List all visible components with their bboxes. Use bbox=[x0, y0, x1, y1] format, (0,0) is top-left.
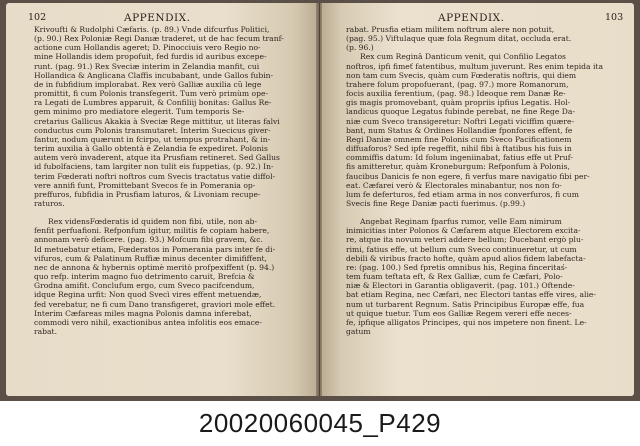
text-line: (p. 90.) Rex Poloniæ Regi Danıæ traderet, ut de hac fecum tranf- bbox=[34, 34, 284, 44]
text-line: fenfit perfuafioni. Refponfum igitur, militis fe copiam habere, bbox=[34, 226, 270, 236]
text-line: focis auxilia ferentium, (pag. 98.) Ideoque rem Danæ Re- bbox=[346, 89, 566, 99]
paragraph-gap bbox=[346, 208, 608, 217]
text-line: rabat. bbox=[34, 327, 58, 336]
text-line: bant, num Status & Ordines Hollandiæ fponfores effent, fe bbox=[346, 125, 573, 135]
text-line: ra Legati de Lumbres apparuit, & Confiliij bonitas: Gallus Re- bbox=[34, 98, 272, 108]
text-line: annonam verò deficere. (pag. 93.) Mofcum fibi gravem, &c. bbox=[34, 235, 263, 245]
text-line: inimicitias inter Polonos & Cæfarem atque Electorem excita- bbox=[346, 226, 581, 236]
text-line: preffuros, fubfidia in Prusfiam laturos, & Livoniam recupe- bbox=[34, 189, 261, 199]
text-line: Regi Daniæ omnem fine Polonis cum Sveco Pacificationem bbox=[346, 134, 572, 144]
text-line: Rex cum Reginâ Danticum venit, qui Confilio Legatos bbox=[360, 52, 566, 62]
text-line: ut quique tuetur. Tum eos Galliæ Regem vereri effe neces- bbox=[346, 308, 572, 318]
text-line: eat. Cæfarei verò & Electorales minabantur, nos non fo- bbox=[346, 180, 562, 190]
text-line: re, atque ita novum veteri addere bellum; Ducebant ergò plu- bbox=[346, 235, 584, 245]
text-line: niæ & Electori in Garantia obligaverit. (pag. 101.) Oftende- bbox=[346, 281, 575, 291]
text-line: (p. 96.) bbox=[346, 43, 374, 53]
text-line: niæ cum Sveco transigeretur: Noftri Legati viciffim quære- bbox=[346, 116, 575, 126]
right-page-number: 103 bbox=[605, 12, 624, 23]
text-line: terim auxilia à Gallo obtentà è Zelandia fe expediret. Polonis bbox=[34, 144, 268, 154]
text-line: gatum bbox=[346, 327, 371, 336]
paragraph-gap bbox=[34, 208, 296, 217]
text-line: Angebat Reginam fparfus rumor, velle Eam nimirum bbox=[360, 217, 562, 227]
text-line: nec de annona & hybernis optimè meritò profpexiffent (p. 94.) bbox=[34, 262, 275, 272]
text-line: idque Regina urfit: Non quod Svecì vires effent metuendæ, bbox=[34, 290, 262, 300]
text-line: de in fubfidium implorabat. Rex verò Galliæ auxilia cũ lege bbox=[34, 79, 262, 89]
text-line: re: (pag. 100.) Sed fpretis omnibus his, Regina finceritaś- bbox=[346, 262, 568, 272]
text-line: runt. (pag. 91.) Rex Sveciæ interim in Zelandia manfit, cui bbox=[34, 61, 260, 71]
text-line: vifuros, cum & Palatinum Ruffiæ minus decenter dimififfent, bbox=[34, 253, 267, 263]
text-line: id fubolfaciens, tam largiter non tulit eis fuppetias, (p. 92.) In- bbox=[34, 162, 274, 172]
text-line: Id metuebatur etiam, Fœderatos in Pomerania pars inter fe di- bbox=[34, 244, 276, 254]
text-line: Krivoufti & Rudolphi Cæfaris. (p. 89.) Vnde difcurfus Politici, bbox=[34, 25, 270, 34]
text-line: promittit, fi cum Polonis transfegerit. Tum verò primùm ope- bbox=[34, 89, 269, 99]
text-line: Hollandica & Anglicana Claffis incubabant, unde Gallos fubin- bbox=[34, 70, 274, 80]
text-line: fis amitteretur, quàm Kroneburgum: Refponfum à Polonis, bbox=[346, 162, 570, 172]
left-page-number: 102 bbox=[28, 12, 47, 23]
text-line: fantur, nodum quærunt in fcirpo, ut tempus protrahant, & in- bbox=[34, 134, 271, 144]
text-line: faucibus Danicis fe non egere, fi verfus mare navigatio fibi per- bbox=[346, 171, 590, 181]
text-line: raturos. bbox=[34, 198, 65, 208]
text-line: diffuaforos? Sed ipfe regeffit, nihil fibi à ftatibus his fuis in bbox=[346, 144, 572, 154]
text-line: commiffis datum: Id folum ingeniinabat, fatius effe ut Pruf- bbox=[346, 153, 573, 163]
text-line: gem minimo pro mediatore elegerit. Tum temporis Se- bbox=[34, 107, 245, 117]
text-line: Svecis fine Rege Daniæ pacti fuerimus. (p.99.) bbox=[346, 198, 526, 208]
text-line: gis magis promovebant, quàm propriis ipfius Legatis. Hol- bbox=[346, 98, 571, 108]
text-line: fed verebatur, ne fi cum Dano transfigeret, graviori mole effet. bbox=[34, 299, 276, 309]
text-line: bat etiam Regina, nec Cæfari, nec Electori tantas effe vires, alie- bbox=[346, 290, 596, 300]
text-line: Interim Cæfareas miles magna Polonis damna inferebat, bbox=[34, 308, 252, 318]
text-line: actione cum Hollandis ageret; D. Pinocciuis vero Regio no- bbox=[34, 43, 261, 53]
text-line: vere annifi funt, Promittebant Svecos fe in Pomerania op- bbox=[34, 180, 256, 190]
text-line: landicus quoque Legatus fubinde perebat, ne fine Rege Da- bbox=[346, 107, 575, 117]
text-line: commodi vero nihil, exactionibus antea infolitis eos emace- bbox=[34, 317, 262, 327]
text-line: terim Fœderati noftri noftros cum Svecis tractatus vatie diffol- bbox=[34, 171, 276, 181]
text-line: non tam cum Svecis, quàm cum Fœderatis noftris, qui diem bbox=[346, 70, 577, 80]
text-line: Rex vidensFœderatis id quidem non fibi, utile, non ab- bbox=[48, 217, 258, 227]
text-line: rabat. Prusfia etiam militem noftrum alere non potuit, bbox=[346, 25, 555, 34]
text-line: mine Hollandis idem propofuit, fed furdis id auribus excepe- bbox=[34, 52, 267, 62]
text-line: quo refp. interim magno fuo detrimento caruit, Brefcia & bbox=[34, 272, 255, 282]
image-caption: 20020060045_P429 bbox=[0, 401, 640, 446]
text-line: tem fuam teftata eft, & Rex Galliæ, cum fe Cæfari, Polo- bbox=[346, 272, 563, 282]
text-line: cretarius Gallicus Akakia à Sveciæ Rege mittitur, ut literas falvi bbox=[34, 116, 280, 126]
left-page-text bbox=[34, 25, 296, 336]
book-gutter bbox=[316, 3, 322, 396]
text-line: conductus cum Polonis transmutaret. Interim Suecicus giver- bbox=[34, 125, 271, 135]
text-line: autem verò invaderent, atque ita Prusfiam retineret. Sed Gallus bbox=[34, 153, 280, 163]
left-running-header: APPENDIX. bbox=[124, 12, 191, 24]
text-line: noftros, ipfi fimeť fatentibus, multum juverunt. Res enim tepida ita bbox=[346, 61, 603, 71]
text-line: lum fe deferturos, fed etiam arma in nos converfuros, fi cum bbox=[346, 189, 579, 199]
text-line: debili & viribus fracto hofte, quàm apud alios fidem labefacta- bbox=[346, 253, 586, 263]
text-line: Grodna amifit. Conclufum ergo, cum Sveco pacifcendum, bbox=[34, 281, 255, 291]
right-page-text bbox=[346, 25, 608, 336]
text-line: rimi, fatius effe, ut bellum cum Sveco continueretur, ut cum bbox=[346, 244, 577, 254]
left-page bbox=[6, 3, 319, 396]
text-line: trahere folum propofuerant, (pag. 97.) more Romanorum, bbox=[346, 79, 569, 89]
right-page bbox=[320, 3, 634, 396]
right-running-header: APPENDIX. bbox=[438, 12, 505, 24]
text-line: num ut turbarent Regnum. Satis Principibus Europæ effe, fua bbox=[346, 299, 585, 309]
text-line: fe, ipfique alligatos Principes, qui nos impetere non finent. Le- bbox=[346, 317, 587, 327]
text-line: (pag. 95.) Viftulaque quæ fola Regnum ditat, occluda erat. bbox=[346, 34, 572, 44]
